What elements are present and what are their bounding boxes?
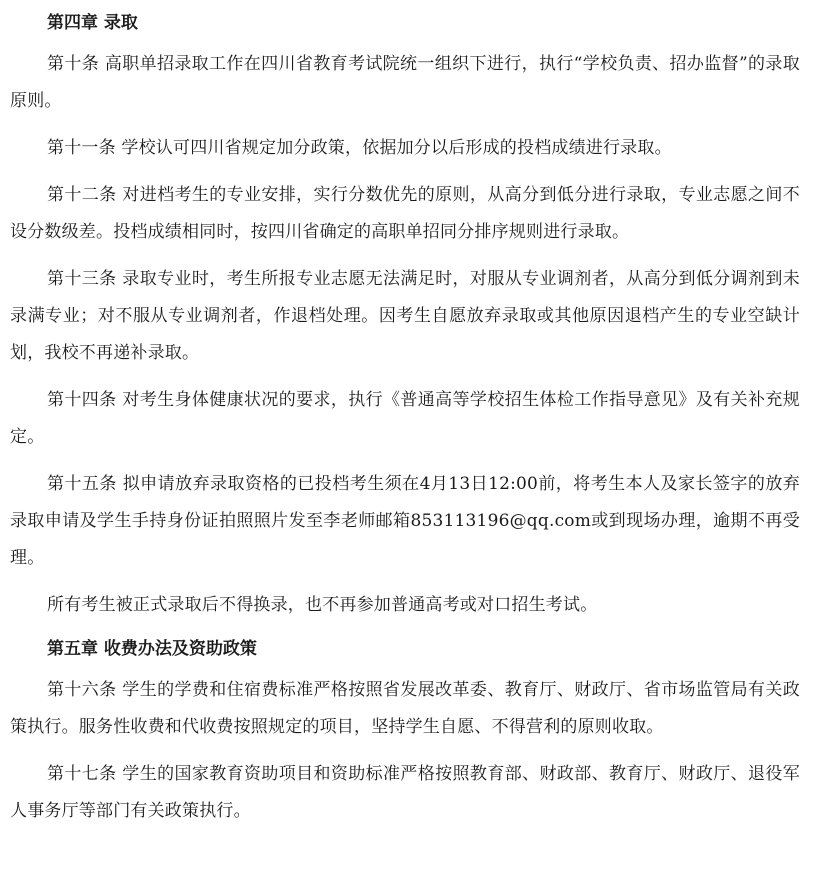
article-17: 第十七条 学生的国家教育资助项目和资助标准严格按照教育部、财政部、教育厅、财政厅、退役军人事务厅等部门有关政策执行。	[10, 764, 800, 821]
chapter-5-title: 第五章 收费办法及资助政策	[47, 639, 257, 659]
document-body	[10, 0, 800, 830]
article-15: 第十五条 拟申请放弃录取资格的已投档考生须在4月13日12:00前，将考生本人及家长签字的放弃录取申请及学生手持身份证拍照照片发至李老师邮箱853113196@qq.com或到现场办理，逾期不再受理。	[10, 474, 800, 568]
article-16: 第十六条 学生的学费和住宿费标准严格按照省发展改革委、教育厅、财政厅、省市场监管局有关政策执行。服务性收费和代收费按照规定的项目，坚持学生自愿、不得营利的原则收取。	[10, 680, 800, 737]
chapter-4-title: 第四章 录取	[47, 13, 138, 33]
article-13: 第十三条 录取专业时，考生所报专业志愿无法满足时，对服从专业调剂者，从高分到低分调剂到未录满专业；对不服从专业调剂者，作退档处理。因考生自愿放弃录取或其他原因退档产生的专业空缺计划，我校不再递补录取。	[10, 269, 800, 363]
article-14: 第十四条 对考生身体健康状况的要求，执行《普通高等学校招生体检工作指导意见》及有关补充规定。	[10, 390, 800, 447]
article-11: 第十一条 学校认可四川省规定加分政策，依据加分以后形成的投档成绩进行录取。	[47, 138, 672, 158]
article-10: 第十条 高职单招录取工作在四川省教育考试院统一组织下进行，执行“学校负责、招办监督”的录取原则。	[10, 54, 800, 111]
no-transfer-note: 所有考生被正式录取后不得换录，也不再参加普通高考或对口招生考试。	[47, 595, 598, 615]
article-12: 第十二条 对进档考生的专业安排，实行分数优先的原则，从高分到低分进行录取，专业志愿之间不设分数级差。投档成绩相同时，按四川省确定的高职单招同分排序规则进行录取。	[10, 185, 800, 242]
